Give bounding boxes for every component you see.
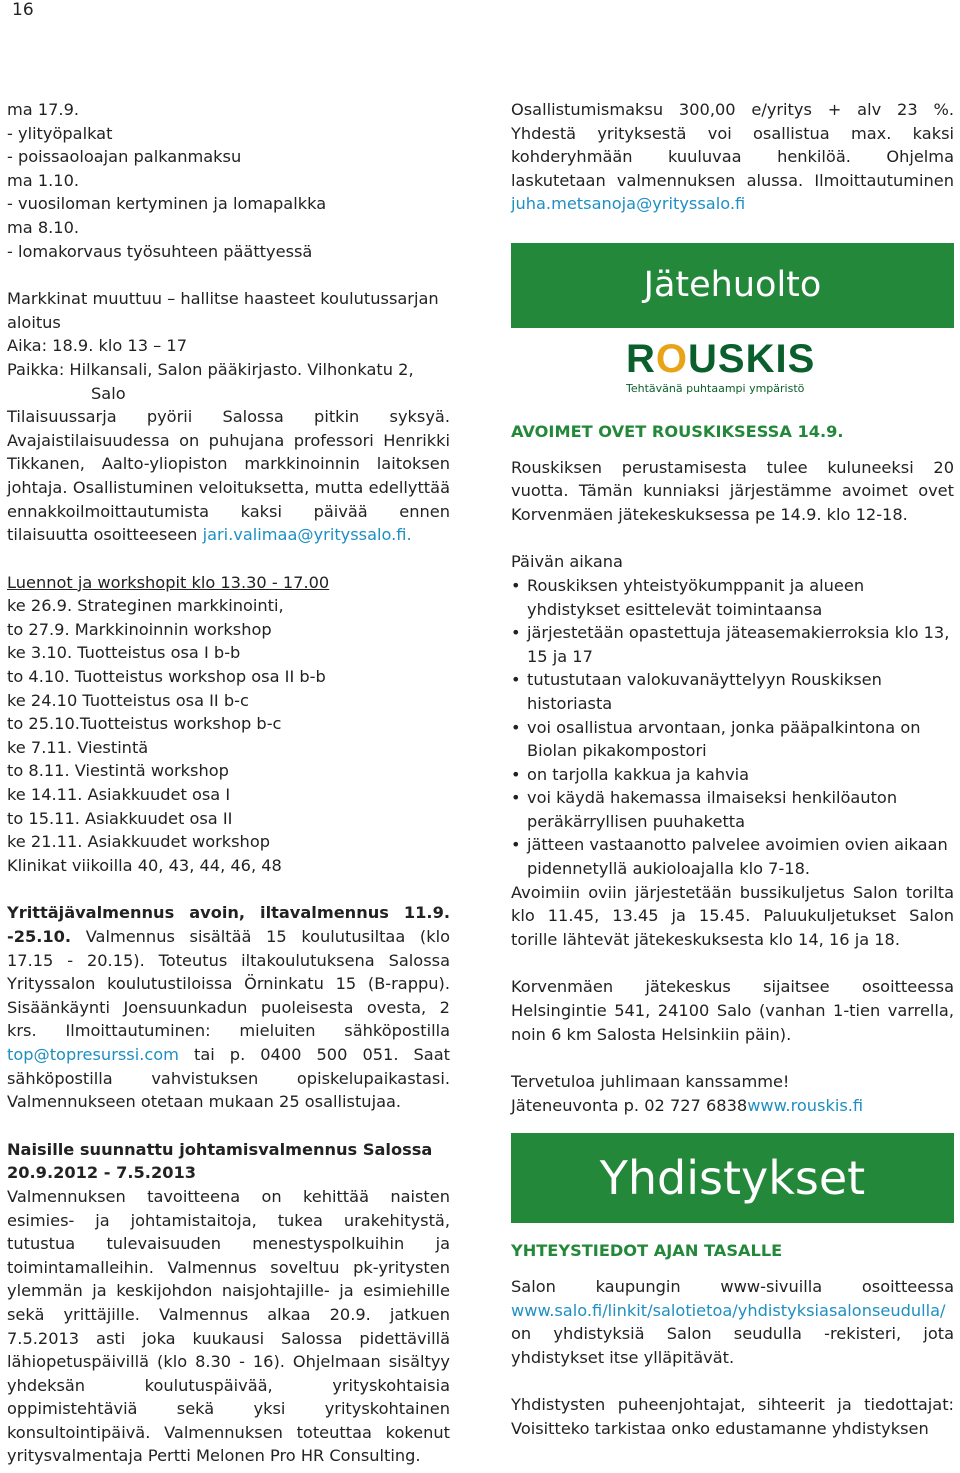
list-item: • Rouskiksen yhteistyökumppanit ja alueen yhdistykset esittelevät toimintaansa bbox=[511, 574, 954, 621]
schedule-line: ma 17.9. bbox=[7, 100, 80, 119]
yhteystiedot-text: Salon kaupungin www-sivuilla osoitteessa bbox=[511, 1277, 954, 1296]
yhteystiedot-body bbox=[511, 1275, 954, 1369]
avoimet-title: AVOIMET OVET ROUSKIKSESSA 14.9. bbox=[511, 421, 844, 441]
luento-line: to 27.9. Markkinoinnin workshop bbox=[7, 619, 272, 639]
schedule-line: - vuosiloman kertyminen ja lomapalkka bbox=[7, 194, 327, 214]
right-column bbox=[511, 98, 954, 1441]
markkinat-body bbox=[7, 405, 450, 547]
bussi-body: Avoimiin oviin järjestetään bussikuljetus Salon torilta klo 11.45, 13.45 ja 15.45. Paluukuljetukset Salon torille lähtevät jätekeskuksesta klo 14, 16 ja 18. bbox=[511, 882, 954, 949]
list-item: • tutustutaan valokuvanäyttelyyn Rouskiksen historiasta bbox=[511, 668, 954, 715]
luennot-list bbox=[7, 594, 450, 877]
yhteystiedot-title: YHTEYSTIEDOT AJAN TASALLE bbox=[511, 1241, 783, 1261]
tervetuloa-text: Tervetuloa juhlimaan kanssamme! bbox=[511, 1072, 790, 1092]
markkinat-title: Markkinat muuttuu – hallitse haasteet koulutussarjan aloitus bbox=[7, 289, 439, 332]
fee-text: Osallistumismaksu 300,00 e/yritys + alv 23 %. Yhdestä yrityksestä voi osallistua max. kaksi kohderyhmään kuuluvaa henkilöä. Ohjelma laskutetaan valmennuksen alussa. Ilmoittautuminen bbox=[511, 100, 954, 190]
fee-email-link[interactable]: juha.metsanoja@yrityssalo.fi bbox=[511, 194, 746, 214]
luento-line: ke 7.11. Viestintä bbox=[7, 737, 149, 757]
luento-line: ke 3.10. Tuotteistus osa I b-b bbox=[7, 643, 241, 663]
schedule-line: - poissaoloajan palkanmaksu bbox=[7, 147, 242, 167]
left-column bbox=[7, 98, 450, 1468]
korvenmaki-body: Korvenmäen jätekeskus sijaitsee osoitteessa Helsingintie 541, 24100 Salo (vanhan 1-tien varrella, noin 6 km Salosta Helsinkiin päin). bbox=[511, 977, 954, 1044]
markkinat-paikka: Paikka: Hilkansali, Salon pääkirjasto. Vilhonkatu 2, bbox=[7, 359, 414, 379]
naisille-body: Valmennuksen tavoitteena on kehittää naisten esimies- ja johtamistaitoja, tukea urakehitystä, tutustua tulevaisuuden menestyspolkuihin ja toimintamalleihin. Valmennus soveltuu pk-yritysten ylemmän ja keskijohdon naisjohtajille- ja esimiehille sekä yrittäjille. Valmennus alkaa 20.9. jatkuen 7.5.2013 asti joka kuukausi Salossa pidettävillä lähiopetuspäivillä (klo 8.30 - 16). Ohjelmaan sisältyy yhdeksän koulutuspäivää, yrityskohtaisia oppimistehtäviä sekä yksi yrityskohtainen konsultointipäivä. Valmennuksen toteuttaa kokenut yritysvalmentaja Pertti Melonen Pro HR Consulting. bbox=[7, 1186, 450, 1466]
luento-line: to 15.11. Asiakkuudet osa II bbox=[7, 808, 233, 828]
yhteystiedot-text-2: on yhdistyksiä Salon seudulla -rekisteri, jota yhdistykset itse ylläpitävät. bbox=[511, 1324, 954, 1367]
jatehuolto-banner: Jätehuolto bbox=[511, 243, 954, 328]
fee-paragraph bbox=[511, 98, 954, 216]
schedule-line: ma 8.10. bbox=[7, 217, 80, 237]
salo-link[interactable]: www.salo.fi/linkit/salotietoa/yhdistyksiasalonseudulla/ bbox=[511, 1300, 946, 1320]
yhdistysten-body: Yhdistysten puheenjohtajat, sihteerit ja tiedottajat: Voisitteko tarkistaa onko edustamanne yhdistyksen bbox=[511, 1395, 954, 1438]
schedule-line: ma 1.10. bbox=[7, 170, 80, 190]
luento-line: ke 14.11. Asiakkuudet osa I bbox=[7, 785, 231, 805]
yhdistykset-banner: Yhdistykset bbox=[511, 1133, 954, 1223]
luento-line: to 8.11. Viestintä workshop bbox=[7, 761, 229, 781]
rouskis-logo-word: ROUSKIS bbox=[626, 336, 816, 381]
naisille-title: Naisille suunnattu johtamisvalmennus Salossa 20.9.2012 - 7.5.2013 bbox=[7, 1139, 433, 1183]
sun-icon: O bbox=[655, 336, 689, 381]
markkinat-aika: Aika: 18.9. klo 13 – 17 bbox=[7, 336, 188, 356]
luento-line: to 25.10.Tuotteistus workshop b-c bbox=[7, 714, 282, 734]
avoimet-body: Rouskiksen perustamisesta tulee kuluneeksi 20 vuotta. Tämän kunniaksi järjestämme avoimet ovet Korvenmäen jätekeskuksessa pe 14.9. klo 12-18. bbox=[511, 457, 954, 524]
schedule-line: - ylityöpalkat bbox=[7, 123, 113, 143]
luento-line: ke 21.11. Asiakkuudet workshop bbox=[7, 832, 270, 852]
paivan-list bbox=[511, 574, 954, 881]
luento-line: ke 26.9. Strateginen markkinointi, bbox=[7, 596, 284, 616]
jateneuvonta bbox=[511, 1094, 954, 1118]
yrittaja-email-link[interactable]: top@topresurssi.com bbox=[7, 1044, 179, 1064]
yrittaja-title: Yrittäjävalmennus avoin, iltavalmennus 11.9. -25.10. bbox=[7, 903, 450, 946]
rouskis-logo bbox=[626, 336, 826, 406]
luento-line: ke 24.10 Tuotteistus osa II b-c bbox=[7, 690, 249, 710]
list-item: • voi käydä hakemassa ilmaiseksi henkilöauton peräkärryllisen puuhaketta bbox=[511, 786, 954, 833]
markkinat-paikka-city: Salo bbox=[91, 383, 126, 403]
paivan-title: Päivän aikana bbox=[511, 552, 623, 572]
rouskis-link[interactable]: www.rouskis.fi bbox=[747, 1095, 864, 1115]
rouskis-tagline: Tehtävänä puhtaampi ympäristö bbox=[626, 381, 805, 395]
jateneuvonta-text: Jäteneuvonta p. 02 727 6838 bbox=[511, 1095, 748, 1115]
yrittaja-body: Valmennus sisältää 15 koulutusiltaa (klo 17.15 - 20.15). Toteutus iltakoulutuksena Salossa Yrityssalon koulutustiloissa Örninkatu 15 (B-rappu). Sisäänkäynti Joensuunkadun puoleisesta ovesta, 2 krs. Ilmoittautuminen: mieluiten sähköpostilla bbox=[7, 927, 450, 1041]
markkinat-email-link[interactable]: jari.valimaa@yrityssalo.fi. bbox=[202, 525, 412, 545]
list-item: • jätteen vastaanotto palvelee avoimien ovien aikaan pidennetyllä aukioloajalla klo 7-18. bbox=[511, 833, 954, 880]
page-number: 16 bbox=[12, 0, 34, 20]
list-item: • järjestetään opastettuja jäteasemakierroksia klo 13, 15 ja 17 bbox=[511, 621, 954, 668]
yrittaja-body-2: tai p. 0400 500 051. Saat sähköpostilla vahvistuksen opiskelupaikastasi. Valmennukseen otetaan mukaan 25 osallistujaa. bbox=[7, 1044, 450, 1112]
markkinat-body-text: Tilaisuussarja pyörii Salossa pitkin syksyä. Avajaistilaisuudessa on puhujana professori Henrikki Tikkanen, Aalto-yliopiston markkinoinnin laitoksen johtaja. Osallistuminen veloituksetta, mutta edellyttää ennakkoilmoittautumista kaksi päivää ennen tilaisuutta osoitteeseen bbox=[7, 407, 450, 545]
list-item: • on tarjolla kakkua ja kahvia bbox=[511, 763, 954, 787]
schedule-line: - lomakorvaus työsuhteen päättyessä bbox=[7, 241, 313, 261]
schedule-list bbox=[7, 98, 450, 263]
yrittaja-section bbox=[7, 901, 450, 1113]
list-item: • voi osallistua arvontaan, jonka pääpalkintona on Biolan pikakompostori bbox=[511, 716, 954, 763]
luento-line: Klinikat viikoilla 40, 43, 44, 46, 48 bbox=[7, 855, 282, 875]
luento-line: to 4.10. Tuotteistus workshop osa II b-b bbox=[7, 667, 326, 687]
luennot-title: Luennot ja workshopit klo 13.30 - 17.00 bbox=[7, 572, 330, 592]
